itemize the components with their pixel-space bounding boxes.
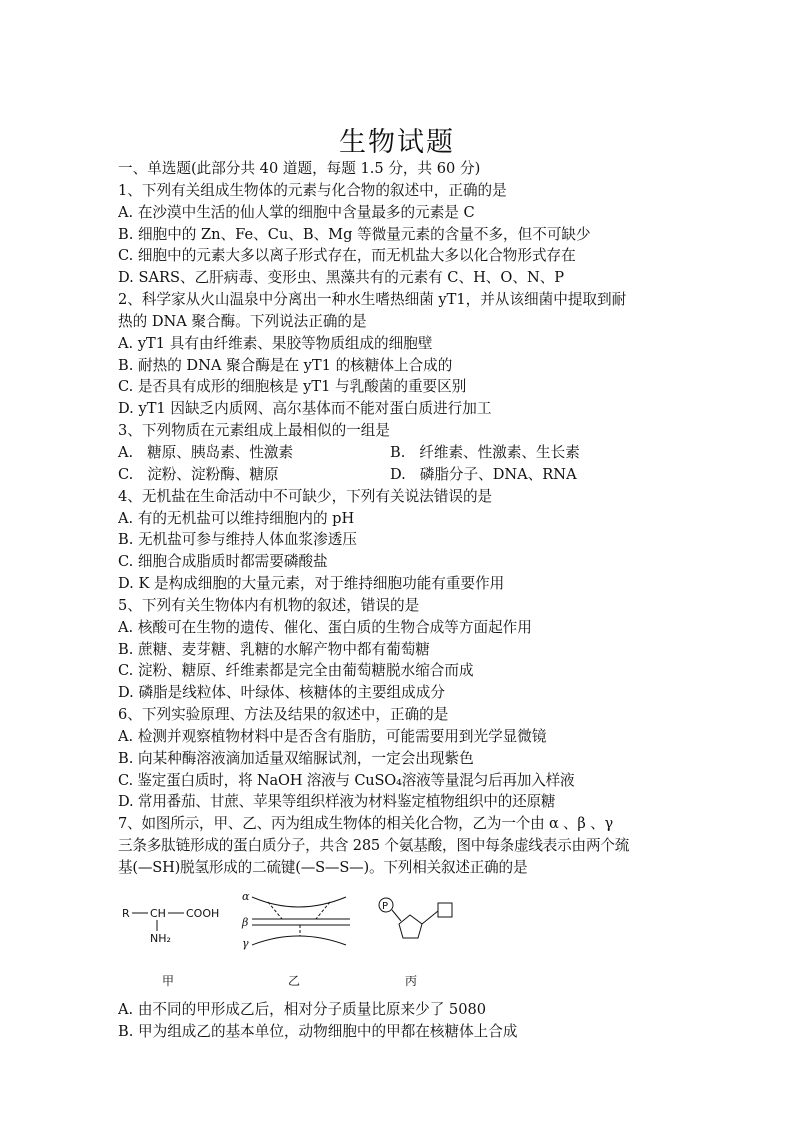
option-d: D. 磷脂分子、DNA、RNA <box>390 465 577 483</box>
option-d: D. K 是构成细胞的大量元素，对于维持细胞功能有重要作用 <box>118 575 505 593</box>
option-b: B. 无机盐可参与维持人体血浆渗透压 <box>118 531 357 549</box>
option-b: B. 细胞中的 Zn、Fe、Cu、B、Mg 等微量元素的含量不多，但不可缺少 <box>118 225 591 243</box>
option-a: A. 由不同的甲形成乙后，相对分子质量比原来少了 5080 <box>118 1000 487 1018</box>
protein-chains <box>241 890 350 988</box>
compound-figure <box>118 881 678 997</box>
base-square <box>438 903 452 917</box>
option-c: C. 是否具有成形的细胞核是 yT1 与乳酸菌的重要区别 <box>118 378 467 396</box>
option-c: C. 细胞中的元素大多以离子形式存在，而无机盐大多以化合物形式存在 <box>118 247 576 265</box>
option-row <box>118 442 678 464</box>
option-a: A. 核酸可在生物的遗传、催化、蛋白质的生物合成等方面起作用 <box>118 618 532 636</box>
question-stem: 4、无机盐在生命活动中不可缺少，下列有关说法错误的是 <box>118 487 493 505</box>
figure-label-yi: 乙 <box>288 973 301 988</box>
option-d: D. 常用番茄、甘蔗、苹果等组织样液为材料鉴定植物组织中的还原糖 <box>118 793 556 811</box>
alpha-label: α <box>242 889 250 903</box>
compound-diagram <box>118 881 678 997</box>
question-2 <box>118 289 678 420</box>
amino-acid-structure <box>122 907 219 988</box>
option-a: A. 检测并观察植物材料中是否含有脂肪，可能需要用到光学显微镜 <box>118 727 547 745</box>
gamma-label: γ <box>242 936 249 950</box>
question-stem-continued: 热的 DNA 聚合酶。下列说法正确的是 <box>118 312 367 330</box>
question-6 <box>118 704 678 813</box>
option-b: B. 甲为组成乙的基本单位，动物细胞中的甲都在核糖体上合成 <box>118 1022 518 1040</box>
figure-label-bing: 丙 <box>405 973 418 988</box>
question-7 <box>118 813 678 1042</box>
option-b: B. 耐热的 DNA 聚合酶是在 yT1 的核糖体上合成的 <box>118 356 453 374</box>
option-d: D. 磷脂是线粒体、叶绿体、核糖体的主要组成成分 <box>118 684 445 702</box>
question-stem: 7、如图所示，甲、乙、丙为组成生物体的相关化合物，乙为一个由 α 、β 、γ <box>118 815 614 833</box>
question-stem: 2、科学家从火山温泉中分离出一种水生嗜热细菌 yT1，并从该细菌中提取到耐 <box>118 291 627 309</box>
question-stem: 5、下列有关生物体内有机物的叙述，错误的是 <box>118 596 420 614</box>
question-4 <box>118 486 678 595</box>
option-c: C. 细胞合成脂质时都需要磷酸盐 <box>118 553 328 571</box>
question-stem-continued: 基(—SH)脱氢形成的二硫键(—S—S—)。下列相关叙述正确的是 <box>118 859 528 876</box>
nucleotide-structure <box>379 898 452 988</box>
nh2-label: NH₂ <box>150 931 171 945</box>
option-row <box>118 464 678 486</box>
question-stem-continued: 三条多肽链形成的蛋白质分子，共含 285 个氨基酸，图中每条虚线表示由两个巯 <box>118 837 630 855</box>
option-a: A. 在沙漠中生活的仙人掌的细胞中含量最多的元素是 C <box>118 203 475 221</box>
section-heading: 一、单选题(此部分共 40 道题，每题 1.5 分，共 60 分) <box>118 160 481 177</box>
option-c: C. 淀粉、糖原、纤维素都是完全由葡萄糖脱水缩合而成 <box>118 662 474 680</box>
exam-content <box>118 158 678 1043</box>
question-stem: 6、下列实验原理、方法及结果的叙述中，正确的是 <box>118 706 449 724</box>
question-5 <box>118 595 678 704</box>
option-a: A. 有的无机盐可以维持细胞内的 pH <box>118 509 355 527</box>
option-b: B. 纤维素、性激素、生长素 <box>390 443 580 461</box>
option-b: B. 向某种酶溶液滴加适量双缩脲试剂，一定会出现紫色 <box>118 749 474 767</box>
option-a: A. 糖原、胰岛素、性激素 <box>118 443 294 461</box>
question-stem: 3、下列物质在元素组成上最相似的一组是 <box>118 422 390 440</box>
option-d: D. SARS、乙肝病毒、变形虫、黑藻共有的元素有 C、H、O、N、P <box>118 269 565 287</box>
ch-label: CH <box>150 906 166 920</box>
page-title: 生物试题 <box>339 127 455 158</box>
beta-label: β <box>242 915 249 929</box>
question-3 <box>118 420 678 486</box>
r-group-label: R <box>122 906 130 920</box>
option-d: D. yT1 因缺乏内质网、高尔基体而不能对蛋白质进行加工 <box>118 400 492 418</box>
question-1 <box>118 180 678 289</box>
option-a: A. yT1 具有由纤维素、果胶等物质组成的细胞壁 <box>118 334 433 352</box>
cooh-label: COOH <box>186 906 220 920</box>
option-c: C. 淀粉、淀粉酶、糖原 <box>118 465 279 483</box>
option-c: C. 鉴定蛋白质时，将 NaOH 溶液与 CuSO₄溶液等量混匀后再加入样液 <box>118 771 575 789</box>
pentose-ring <box>399 915 422 938</box>
figure-label-jia: 甲 <box>162 973 175 988</box>
phosphate-label: P <box>382 900 389 912</box>
option-b: B. 蔗糖、麦芽糖、乳糖的水解产物中都有葡萄糖 <box>118 640 430 658</box>
question-stem: 1、下列有关组成生物体的元素与化合物的叙述中，正确的是 <box>118 181 507 199</box>
